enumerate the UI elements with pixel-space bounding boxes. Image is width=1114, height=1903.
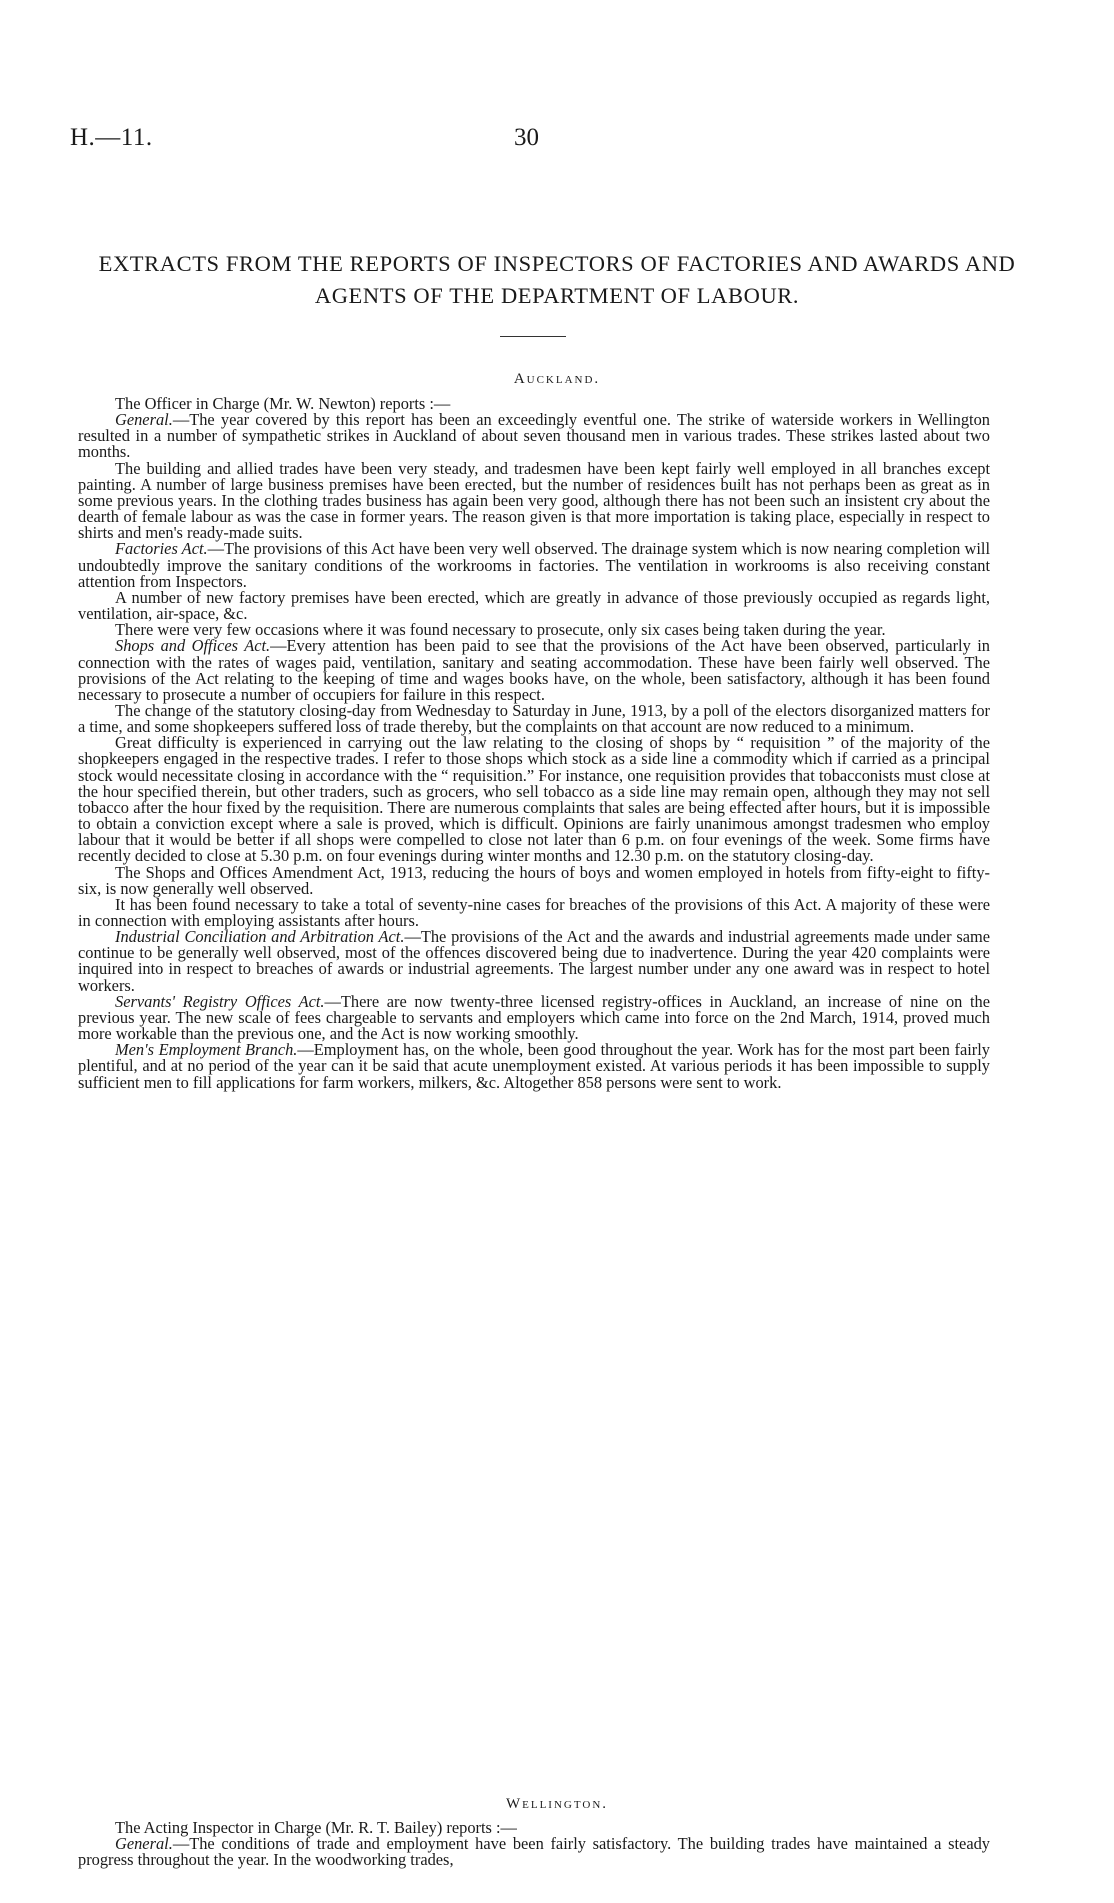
paragraph [78,587,990,624]
paragraph [78,735,990,864]
paragraph [78,929,990,994]
paragraph-text: The Shops and Offices Amendment Act, 1913, reducing the hours of boys and women employed in hotels from fifty-eight to fifty-six, is now generally well observed. [78,862,990,898]
paragraph [78,700,990,737]
paragraph-lead-heading: Men's Employment Branch. [115,1040,298,1060]
paragraph-text: A number of new factory premises have been erected, which are greatly in advance of those previously occupied as regards light, ventilation, air-space, &c. [78,587,990,624]
document-reference: H.—11. [70,124,153,151]
paragraph [78,894,990,930]
paragraph [78,638,990,703]
paragraph-text: It has been found necessary to take a total of seventy-nine cases for breaches of the provisions of this Act. A majority of these were in connection with employing assistants after hours. [78,894,990,930]
paragraph-text: —The provisions of this Act have been very well observed. The drainage system which is now nearing completion will undoubtedly improve the sanitary conditions of the workrooms in factories. The ventilation in workrooms is also receiving constant attention from Inspectors. [78,539,990,591]
section-heading-auckland: Auckland. [513,371,601,387]
page-number: 30 [514,124,539,151]
document-title: EXTRACTS FROM THE REPORTS OF INSPECTORS OF FACTORIES AND AWARDS AND AGENTS OF THE DEPARTMENT OF LABOUR. [98,251,1016,308]
paragraph-text: —The provisions of the Act and the awards and industrial agreements made under same continue to be generally well observed, most of the offences discovered being due to inadvertence. During the year 420 complaints were inquired into in respect to breaches of awards or industrial agreements. The largest number under any one award was in respect to hotel workers. [78,927,990,995]
paragraph [78,412,990,460]
paragraph-text: Great difficulty is experienced in carrying out the law relating to the closing of shops by “ requisition ” of the majority of the shopkeepers engaged in the respective trades. I refer to those shops which stock as a side line a commodity which if carried as a principal stock would necessitate closing in accordance with the “ requisition.” For instance, one requisition provides that tobacconists must close at the hour specified therein, but other traders, such as grocers, who sell tobacco as a side line may remain open, although they may not sell tobacco after the hour fixed by the requisition. There are numerous complaints that sales are being effected after hours, but it is impossible to obtain a conviction except where a sale is proved, which is difficult. Opinions are fairly unanimous amongst tradesmen who employ labour that it would be better if all shops were compelled to close not later than 6 p.m. on four evenings of the week. Some firms have recently decided to close at 5.30 p.m. on four evenings during winter months and 12.30 p.m. on the statutory closing-day. [78,733,990,866]
paragraph-text: The building and allied trades have been very steady, and tradesmen have been kept fairly well employed in all branches except painting. A number of large business premises have been erected, but the number of residences built has not perhaps been as great as in some previous years. In the clothing trades business has again been very good, although there has not been such an insistent cry about the dearth of female labour as was the case in former years. The reason given is that more importation is taking place, especially in respect to shirts and men's ready-made suits. [78,458,990,543]
paragraph-text: —The conditions of trade and employment have been fairly satisfactory. The building trades have maintained a steady progress throughout the year. In the woodworking trades, [78,1834,990,1870]
paragraph-text: The change of the statutory closing-day from Wednesday to Saturday in June, 1913, by a poll of the electors disorganized matters for a time, and some shopkeepers suffered loss of trade thereby, but the complaints on that account are now reduced to a minimum. [78,700,990,737]
paragraph-lead-heading: General. [115,410,173,430]
section-body-wellington [78,1820,990,1868]
paragraph-lead-heading: Shops and Offices Act. [115,636,271,656]
paragraph-text: —Every attention has been paid to see that the provisions of the Act have been observed, particularly in connection with the rates of wages paid, ventilation, sanitary and seating accommodation. These have been fairly well observed. The provisions of the Act relating to the keeping of time and wages books have, on the whole, been satisfactory, although it has been found necessary to prosecute a number of occupiers for failure in this respect. [78,636,990,704]
paragraph-lead-heading: Industrial Conciliation and Arbitration Act. [115,927,405,947]
title-divider [500,336,566,337]
section-heading-wellington: Wellington. [505,1796,609,1812]
paragraph-lead-heading: Factories Act. [115,539,208,559]
paragraph-text: There were very few occasions where it was found necessary to prosecute, only six cases being taken during the year. [115,620,886,640]
section-body-auckland [78,396,990,1091]
paragraph [78,1836,990,1868]
paragraph-text: —The year covered by this report has been an exceedingly eventful one. The strike of waterside workers in Wellington resulted in a number of sympathetic strikes in Auckland of about seven thousand men in various trades. These strikes lasted about two months. [78,410,990,462]
paragraph-lead-heading: Servants' Registry Offices Act. [115,991,325,1011]
paragraph [78,541,990,589]
paragraph [78,862,990,898]
paragraph-text: —Employment has, on the whole, been good throughout the year. Work has for the most part been fairly plentiful, and at no period of the year can it be said that acute unemployment existed. At various periods it has been impossible to supply sufficient men to fill applications for farm workers, milkers, &c. Altogether 858 persons were sent to work. [78,1040,990,1092]
paragraph-text: —There are now twenty-three licensed registry-offices in Auckland, an increase of nine on the previous year. The new scale of fees chargeable to servants and employers which came into force on the 2nd March, 1914, proved much more workable than the previous one, and the Act is now working smoothly. [78,991,990,1044]
paragraph [78,458,990,543]
paragraph [78,991,990,1044]
paragraph-text: The Acting Inspector in Charge (Mr. R. T. Bailey) reports :— [115,1818,517,1837]
paragraph [78,1042,990,1090]
paragraph-lead-heading: General. [115,1834,173,1854]
paragraph-text: The Officer in Charge (Mr. W. Newton) reports :— [115,394,451,413]
